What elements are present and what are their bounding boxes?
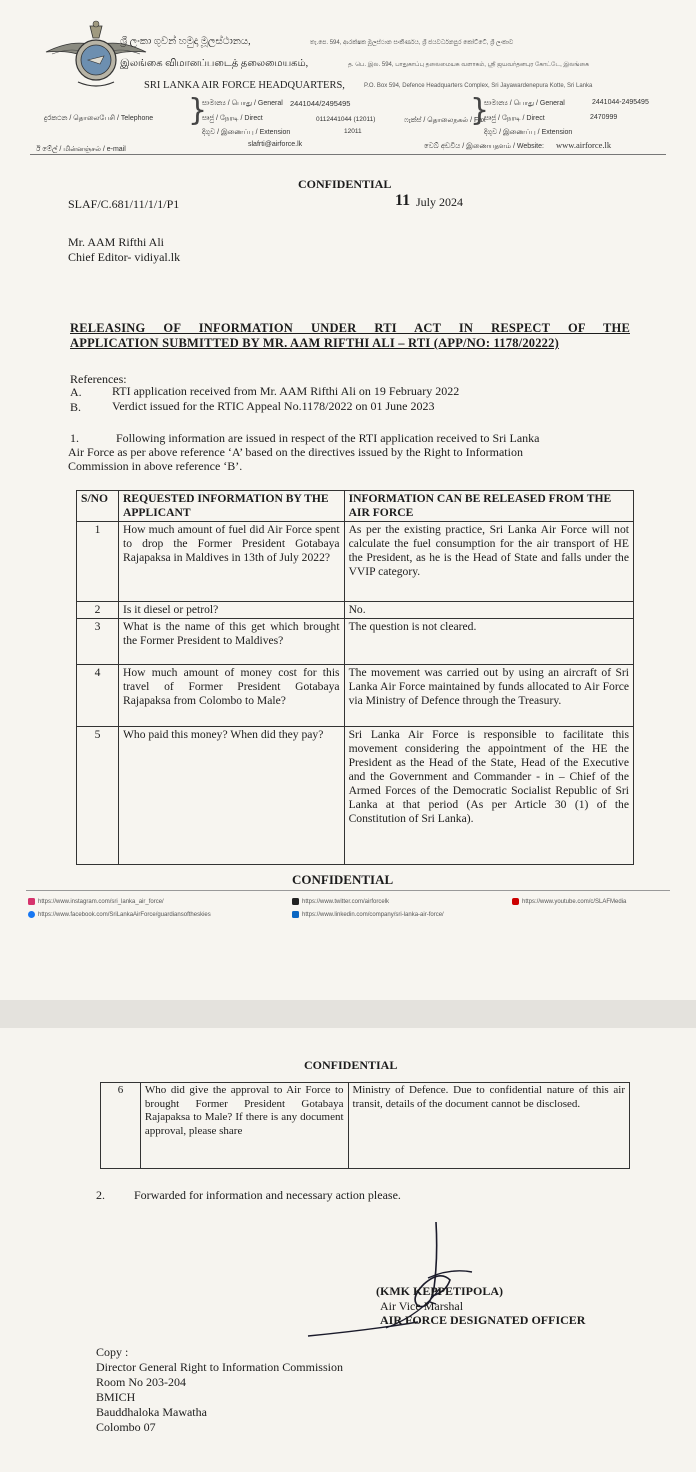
released-info: Sri Lanka Air Force is responsible to facilitate this movement considering the appointment of the HE the President as the Head of the State, Head of the Executive and the Government and Commander - in – Chief of the Armed Forces of the Democratic Socialist Republic of Sri Lanka at that period (As per Article 30 (1) of the Constitution of Sri Lanka). [344, 727, 633, 865]
twitter-link[interactable]: https://www.twitter.com/airforcelk [292, 898, 389, 905]
reference-number: SLAF/C.681/11/1/1/P1 [68, 197, 180, 211]
fax-extension-label: දිගුව / இணைப்பு / Extension [484, 129, 573, 136]
references-label: References: [70, 372, 127, 386]
table-row [77, 727, 634, 865]
email-label: ඊ මේල් / மின்னஞ்சல் / e-mail [36, 146, 126, 153]
instagram-link[interactable]: https://www.instagram.com/sri_lanka_air_force/ [28, 898, 164, 905]
linkedin-icon [292, 911, 299, 918]
signatory-name: (KMK KEPPETIPOLA) [376, 1284, 503, 1298]
header-tamil-address: த. பெ. இல. 594, பாதுகாப்பு தலைமையக வளாகம், ஸ்ரீ ஜயவர்தனபுர கோட்டே, இலங்கை [348, 62, 590, 68]
copy-label: Copy : [96, 1345, 129, 1359]
row-number: 2 [77, 602, 119, 619]
table-row [77, 619, 634, 665]
row-number: 4 [77, 665, 119, 727]
header-english-address: P.O. Box 594, Defence Headquarters Complex, Sri Jayawardenepura Kotte, Sri Lanka [364, 83, 593, 89]
confidential-top: CONFIDENTIAL [298, 177, 392, 191]
phone-extension-value: 12011 [344, 128, 362, 135]
fax-brace: } [470, 93, 490, 128]
copy-line: Bauddhaloka Mawatha [96, 1405, 207, 1419]
rti-information-table [76, 490, 634, 865]
copy-line: BMICH [96, 1390, 136, 1404]
youtube-link[interactable]: https://www.youtube.com/c/SLAFMedia [512, 898, 626, 905]
header-sinhala-address: තැ.පෙ. 594, ආරක්ෂක මූලස්ථාන සංකීර්ණය, ශ්‍රී ජයවර්ධනපුර කෝට්ටේ, ශ්‍රී ලංකාව [310, 40, 514, 46]
copy-line: Room No 203-204 [96, 1375, 186, 1389]
phone-direct-value: 0112441044 (12011) [316, 116, 376, 123]
website-value: www.airforce.lk [556, 140, 612, 150]
telephone-label: දුරකථන / தொலைபேசி / Telephone [44, 115, 154, 122]
header-tamil-name: இலங்கை விமானப்படைத் தலைமையகம், [120, 58, 309, 69]
released-info: The movement was carried out by using an aircraft of Sri Lanka Air Force maintained by funds allocated to Air Force via Ministry of Defence through the Treasury. [344, 665, 633, 727]
para-2-text: Forwarded for information and necessary action please. [134, 1188, 401, 1202]
page-separator [0, 1000, 696, 1028]
facebook-icon [28, 911, 35, 918]
confidential-bottom: CONFIDENTIAL [292, 872, 394, 887]
para-1-number: 1. [70, 431, 79, 445]
date-month-year: July 2024 [416, 195, 464, 209]
reference-b-text: Verdict issued for the RTIC Appeal No.1178/2022 on 01 June 2023 [112, 399, 435, 413]
telephone-brace: } [188, 93, 208, 128]
phone-direct-label: සෘජු / நேரடி / Direct [202, 115, 263, 122]
col-header-sno: S/NO [77, 491, 119, 522]
fax-direct-value: 2470999 [590, 114, 618, 121]
instagram-icon [28, 898, 35, 905]
table-row [101, 1083, 630, 1169]
table-row [77, 602, 634, 619]
twitter-x-icon [292, 898, 299, 905]
phone-extension-label: දිගුව / இணைப்பு / Extension [202, 129, 291, 136]
footer-divider [26, 890, 670, 891]
reference-b-letter: B. [70, 400, 82, 414]
row-number: 6 [101, 1083, 141, 1169]
copy-line: Director General Right to Information Commission [96, 1360, 343, 1374]
para-1-line-1: Following information are issued in respect of the RTI application received to Sri Lanka [116, 431, 540, 445]
requested-info: Who paid this money? When did they pay? [118, 727, 344, 865]
confidential-page-2: CONFIDENTIAL [304, 1058, 398, 1072]
requested-info: Who did give the approval to Air Force to brought Former President Gotabaya Rajapaksa to Male? If there is any document approval, please share [140, 1083, 348, 1169]
table-row [77, 522, 634, 602]
header-english-name: SRI LANKA AIR FORCE HEADQUARTERS, [144, 80, 345, 91]
signatory-rank: Air Vice Marshal [380, 1299, 464, 1313]
fax-general-label: සාමාන්‍ය / பொது / General [484, 100, 565, 107]
phone-general-value: 2441044/2495495 [290, 99, 351, 108]
table-header-row [77, 491, 634, 522]
requested-info: What is the name of this get which brought the Former President to Maldives? [118, 619, 344, 665]
fax-general-value: 2441044-2495495 [592, 99, 649, 106]
air-force-crest-logo [44, 16, 148, 96]
para-2-number: 2. [96, 1188, 105, 1202]
requested-info: How much amount of money cost for this travel of Former President Gotabaya Rajapaksa from Colombo to Male? [118, 665, 344, 727]
signatory-designation: AIR FORCE DESIGNATED OFFICER [380, 1313, 586, 1327]
recipient-name: Mr. AAM Rifthi Ali [68, 235, 165, 249]
row-number: 1 [77, 522, 119, 602]
subject-line-1: RELEASING OF INFORMATION UNDER RTI ACT IN RESPECT OF THE [70, 321, 630, 335]
email-value: slafrti@airforce.lk [248, 141, 303, 148]
header-sinhala-name: ශ්‍රී ලංකා ගුවන් හමුදා මූලස්ථානය, [120, 36, 251, 47]
website-label: වෙබ් අඩවිය / இணையதளம் / Website: [424, 143, 544, 150]
recipient-title: Chief Editor- vidiyal.lk [68, 250, 181, 264]
subject-line-2: APPLICATION SUBMITTED BY MR. AAM RIFTHI ALI – RTI (APP/NO: 1178/20222) [70, 336, 559, 350]
released-info: Ministry of Defence. Due to confidential nature of this air transit, details of the document cannot be disclosed. [348, 1083, 629, 1169]
row-number: 3 [77, 619, 119, 665]
para-1-line-3: Commission in above reference ‘B’. [68, 459, 243, 473]
released-info: The question is not cleared. [344, 619, 633, 665]
released-info: As per the existing practice, Sri Lanka Air Force will not calculate the fuel consumption for the air transport of HE the President, as he is the Head of State and falls under the VVIP category. [344, 522, 633, 602]
requested-info: How much amount of fuel did Air Force spent to drop the Former President Gotabaya Rajapaksa in Maldives in 13th of July 2022? [118, 522, 344, 602]
linkedin-link[interactable]: https://www.linkedin.com/company/sri-lanka-air-force/ [292, 911, 444, 918]
facebook-link[interactable]: https://www.facebook.com/SriLankaAirForce/guardiansoftheskies [28, 911, 211, 918]
header-divider [30, 154, 666, 155]
para-1-line-2: Air Force as per above reference ‘A’ based on the directives issued by the Right to Information [68, 445, 523, 459]
col-header-requested: REQUESTED INFORMATION BY THE APPLICANT [118, 491, 344, 522]
fax-label: ෆැක්ස් / தொலைநகல் / Fax [404, 117, 486, 124]
released-info: No. [344, 602, 633, 619]
fax-direct-label: සෘජු / நேரடி / Direct [484, 115, 545, 122]
requested-info: Is it diesel or petrol? [118, 602, 344, 619]
youtube-icon [512, 898, 519, 905]
rti-information-table-continued [100, 1082, 630, 1169]
table-row [77, 665, 634, 727]
col-header-released: INFORMATION CAN BE RELEASED FROM THE AIR FORCE [344, 491, 633, 522]
copy-line: Colombo 07 [96, 1420, 156, 1434]
reference-a-letter: A. [70, 385, 82, 399]
row-number: 5 [77, 727, 119, 865]
phone-general-label: සාමාන්‍ය / பொது / General [202, 100, 283, 107]
date-day: 11 [395, 192, 411, 209]
reference-a-text: RTI application received from Mr. AAM Rifthi Ali on 19 February 2022 [112, 384, 460, 398]
